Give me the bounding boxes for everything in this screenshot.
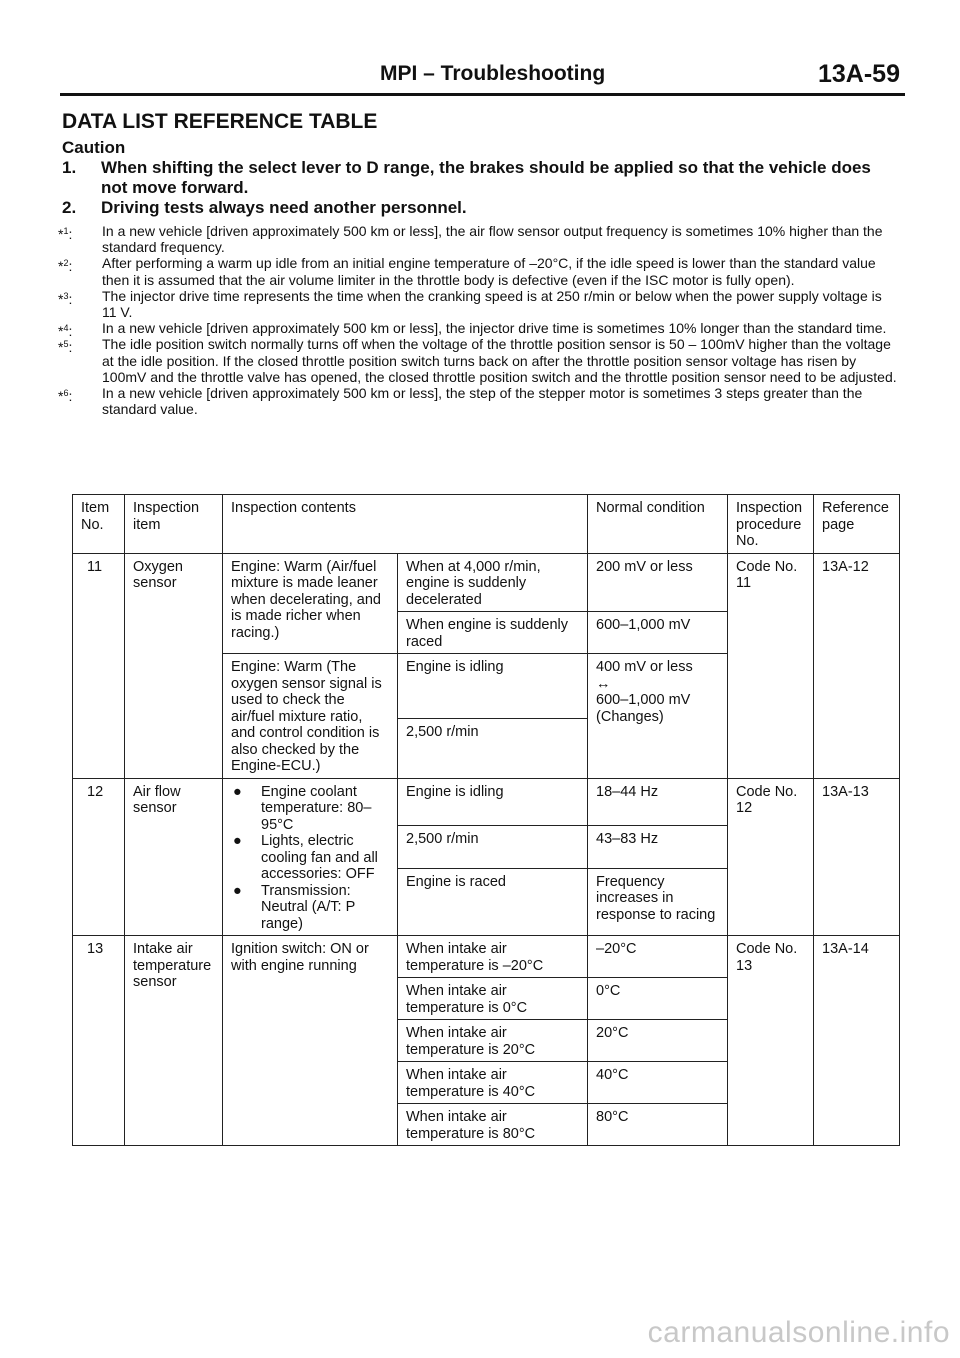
footnote-text: After performing a warm up idle from an initial engine temperature of –20°C, if the idle speed is lower than the standard value then it is assumed that the air volume limiter in the throttle body is defective (even if the ISC motor is fully open).: [102, 255, 876, 288]
reference-page: 13A-13: [814, 778, 900, 936]
footnote-text: The idle position switch normally turns off when the voltage of the throttle position sensor is 50 – 100mV higher than the voltage at the idle position. If the closed throttle position switch turns back on after the throttle position sensor voltage has risen by 100mV and the throttle valve has opened, the closed throttle position switch and the throttle position sensor need to be adjusted.: [102, 336, 897, 385]
footnote: [58, 288, 900, 320]
normal-condition: [588, 654, 728, 779]
inspection-state: When intake air temperature is –20°C: [398, 936, 588, 978]
inspection-condition: [223, 778, 398, 936]
inspection-condition: Engine: Warm (Air/fuel mixture is made leaner when decelerating, and is made richer when racing.): [223, 553, 398, 654]
inspection-state: When intake air temperature is 0°C: [398, 978, 588, 1020]
item-number: 11: [73, 553, 125, 778]
normal-value: (Changes): [596, 708, 664, 725]
footnote-mark: *$^3$:: [58, 290, 73, 307]
footnote: [58, 336, 900, 385]
normal-condition: 40°C: [588, 1062, 728, 1104]
footnote-text: In a new vehicle [driven approximately 500 km or less], the injector drive time is sometimes 10% longer than the standard time.: [102, 320, 887, 337]
inspection-procedure: Code No. 12: [728, 778, 814, 936]
normal-value: 600–1,000 mV: [596, 692, 691, 708]
normal-condition: 20°C: [588, 1020, 728, 1062]
bullet-icon: ●: [233, 882, 242, 899]
caution-text: When shifting the select lever to D range, the brakes should be applied so that the vehicle does not move forward.: [101, 158, 871, 197]
inspection-procedure: Code No. 11: [728, 553, 814, 778]
table-row: [73, 553, 900, 612]
bullet-icon: ●: [233, 783, 242, 800]
footnote-mark: *$^1$:: [58, 226, 73, 242]
table-header-row: [73, 495, 900, 554]
reference-page: 13A-14: [814, 936, 900, 1146]
normal-condition: 18–44 Hz: [588, 778, 728, 825]
header-inspection-item: Inspection item: [125, 495, 223, 554]
item-number: 13: [73, 936, 125, 1146]
inspection-state: 2,500 r/min: [398, 825, 588, 868]
caution-heading: Caution: [62, 138, 126, 157]
page-title: MPI – Troubleshooting: [380, 62, 606, 85]
switching-arrow-icon: ↔: [596, 675, 611, 692]
normal-condition: 80°C: [588, 1104, 728, 1146]
inspection-condition: Engine: Warm (The oxygen sensor signal is used to check the air/fuel mixture ratio, and control condition is also checked by the Engine-ECU.): [223, 654, 398, 779]
condition-bullet-item: ● Engine coolant temperature: 80–95°C: [233, 783, 372, 833]
inspection-state: Engine is raced: [398, 868, 588, 936]
page-number: 13A-59: [818, 60, 900, 88]
footnote-text: In a new vehicle [driven approximately 500 km or less], the step of the stepper motor is sometimes 3 steps greater than the standard value.: [102, 385, 863, 418]
footnote-text: The injector drive time represents the time when the cranking speed is at 250 r/min or below when the power supply voltage is 11 V.: [102, 287, 882, 321]
inspection-item: Air flow sensor: [125, 778, 223, 936]
normal-condition: Frequency increases in response to racing: [588, 868, 728, 936]
footnote-mark: *$^2$:: [58, 258, 73, 275]
inspection-state: 2,500 r/min: [398, 719, 588, 779]
section-title: DATA LIST REFERENCE TABLE: [62, 110, 378, 133]
condition-bullet-item: ● Transmission: Neutral (A/T: P range): [233, 882, 356, 932]
reference-page: 13A-12: [814, 553, 900, 778]
inspection-state: Engine is idling: [398, 654, 588, 719]
caution-text: Driving tests always need another personnel.: [101, 198, 467, 217]
header-item-no: Item No.: [73, 495, 125, 554]
normal-value: 400 mV or less: [596, 659, 693, 675]
header-normal-condition: Normal condition: [588, 495, 728, 554]
footnote: [58, 223, 900, 255]
header-reference-page: Reference page: [814, 495, 900, 554]
item-number: 12: [73, 778, 125, 936]
inspection-item: Intake air temperature sensor: [125, 936, 223, 1146]
caution-item: [62, 198, 902, 218]
normal-condition: –20°C: [588, 936, 728, 978]
caution-number: 1.: [62, 158, 77, 177]
inspection-procedure: Code No. 13: [728, 936, 814, 1146]
bullet-icon: ●: [233, 833, 242, 849]
data-list-reference-table: [72, 494, 900, 1146]
header-rule: [60, 93, 905, 96]
page-header: [70, 62, 900, 92]
inspection-state: Engine is idling: [398, 778, 588, 825]
caution-list: [62, 158, 902, 218]
header-inspection-procedure: Inspection procedure No.: [728, 495, 814, 554]
footnote: [58, 320, 900, 340]
footnote: [58, 255, 900, 287]
table-row: [73, 778, 900, 825]
inspection-state: When intake air temperature is 40°C: [398, 1062, 588, 1104]
table-row: [73, 936, 900, 978]
inspection-condition: Ignition switch: ON or with engine running: [223, 936, 398, 1146]
caution-item: [62, 158, 902, 198]
footnote-mark: *$^5$:: [58, 339, 73, 356]
footnote-mark: *$^4$:: [58, 323, 73, 340]
caution-number: 2.: [62, 198, 77, 217]
inspection-state: When intake air temperature is 20°C: [398, 1020, 588, 1062]
inspection-state: When engine is suddenly raced: [398, 612, 588, 654]
condition-bullet-item: ● Lights, electric cooling fan and all accessories: OFF: [233, 833, 378, 882]
watermark: carmanualsonline.info: [647, 1316, 950, 1349]
inspection-item: Oxygen sensor: [125, 553, 223, 778]
normal-condition: 200 mV or less: [588, 553, 728, 612]
normal-condition: 43–83 Hz: [588, 825, 728, 868]
footnote: [58, 385, 900, 417]
footnotes: [58, 223, 900, 417]
header-inspection-contents: Inspection contents: [223, 495, 588, 554]
normal-condition: 0°C: [588, 978, 728, 1020]
footnote-text: In a new vehicle [driven approximately 500 km or less], the air flow sensor output frequency is sometimes 10% higher than the standard frequency.: [102, 223, 883, 256]
normal-condition: 600–1,000 mV: [588, 612, 728, 654]
inspection-state: When intake air temperature is 80°C: [398, 1104, 588, 1146]
footnote-mark: *$^6$:: [58, 388, 73, 405]
inspection-state: When at 4,000 r/min, engine is suddenly decelerated: [398, 553, 588, 612]
